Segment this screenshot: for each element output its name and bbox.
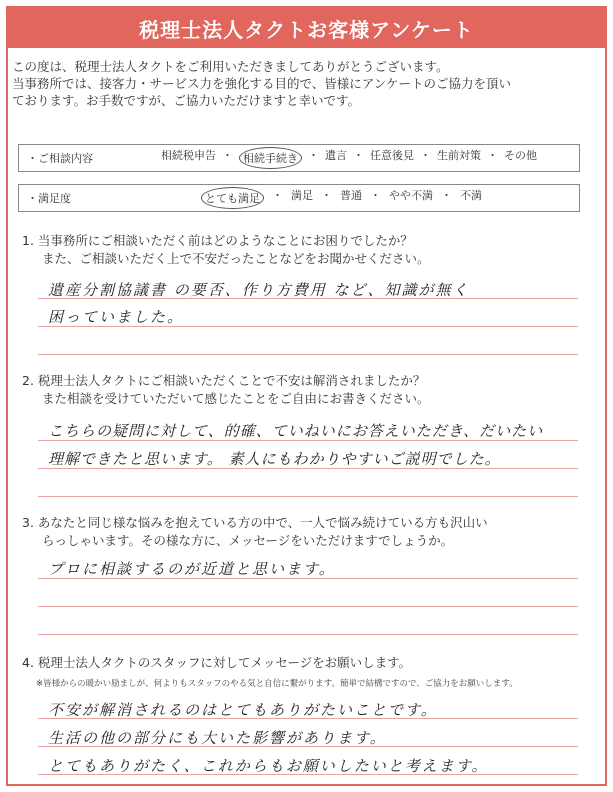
satisfaction-options (201, 187, 490, 209)
answer-line (38, 354, 578, 355)
satisfaction-label: ・満足度 (27, 192, 71, 205)
separator-dot: ・ (370, 189, 381, 202)
handwritten-answer[interactable]: 生活の他の部分にも大いた影響があります。 (48, 729, 387, 747)
intro-line: この度は、税理士法人タクトをご利用いただきましてありがとうございます。 (12, 59, 449, 74)
intro-text (12, 58, 587, 109)
consultation-option[interactable]: 生前対策 (437, 149, 481, 162)
separator-dot: ・ (222, 149, 233, 162)
question-4 (22, 654, 582, 672)
satisfaction-option[interactable]: 不満 (460, 189, 482, 202)
question-3 (22, 514, 582, 550)
consultation-option[interactable]: 任意後見 (370, 149, 414, 162)
intro-line: 当事務所では、接客力・サービス力を強化する目的で、皆様にアンケートのご協力を頂い (12, 76, 512, 91)
handwritten-answer[interactable]: こちらの疑問に対して、的確、ていねいにお答えいただき、だいたい (48, 422, 544, 440)
question-text: 4. 税理士法人タクトのスタッフに対してメッセージをお願いします。 (22, 655, 412, 670)
question-text: 2. 税理士法人タクトにご相談いただくことで不安は解消されましたか？ (22, 373, 426, 388)
satisfaction-option-selected[interactable]: とても満足 (201, 187, 264, 209)
intro-line: ております。お手数ですが、ご協力いただけますと幸いです。 (12, 93, 361, 108)
separator-dot: ・ (487, 149, 498, 162)
answer-line (38, 606, 578, 607)
handwritten-answer[interactable]: 遺産分割協議書 の要否、作り方費用 など、知識が無く (48, 281, 470, 299)
satisfaction-row (18, 184, 580, 212)
separator-dot: ・ (353, 149, 364, 162)
consultation-option-selected[interactable]: 相続手続き (239, 147, 302, 169)
question-text: らっしゃいます。その様な方に、メッセージをいただけますでしょうか。 (42, 533, 454, 548)
consultation-option[interactable]: 相続税申告 (161, 149, 216, 162)
separator-dot: ・ (420, 149, 431, 162)
handwritten-answer[interactable]: 理解できたと思います。 素人にもわかりやすいご説明でした。 (48, 450, 501, 468)
handwritten-answer[interactable]: 困っていました。 (48, 308, 185, 326)
consultation-options (161, 147, 543, 169)
question-text: 3. あなたと同じ様な悩みを抱えている方の中で、一人で悩み続けている方も沢山い (22, 515, 488, 530)
question-note: ※皆様からの暖かい励ましが、何よりもスタッフのやる気と自信に繋がります。簡単で結構ですので、ご協力をお願いします。 (36, 679, 518, 689)
handwritten-answer[interactable]: プロに相談するのが近道と思います。 (48, 560, 336, 578)
consultation-option[interactable]: 遺言 (325, 149, 347, 162)
separator-dot: ・ (441, 189, 452, 202)
consultation-row (18, 144, 580, 172)
handwritten-answer[interactable]: 不安が解消されるのはとてもありがたいことです。 (48, 701, 438, 719)
satisfaction-option[interactable]: 普通 (340, 189, 362, 202)
question-2 (22, 372, 582, 408)
title-bar (8, 8, 605, 48)
consultation-label: ・ご相談内容 (27, 152, 93, 165)
separator-dot: ・ (308, 149, 319, 162)
answer-line (38, 634, 578, 635)
question-text: 1. 当事務所にご相談いただく前はどのようなことにお困りでしたか？ (22, 233, 413, 248)
consultation-option[interactable]: その他 (504, 149, 537, 162)
handwritten-answer[interactable]: とてもありがたく、これからもお願いしたいと考えます。 (48, 757, 489, 775)
question-text: また相談を受けていただいて感じたことをご自由にお書きください。 (42, 391, 430, 406)
question-text: また、ご相談いただく上で不安だったことなどをお聞かせください。 (42, 251, 430, 266)
separator-dot: ・ (321, 189, 332, 202)
satisfaction-option[interactable]: やや不満 (389, 189, 433, 202)
question-1 (22, 232, 582, 268)
page-title: 税理士法人タクトお客様アンケート (139, 17, 474, 42)
answer-line (38, 496, 578, 497)
satisfaction-option[interactable]: 満足 (291, 189, 313, 202)
separator-dot: ・ (272, 189, 283, 202)
